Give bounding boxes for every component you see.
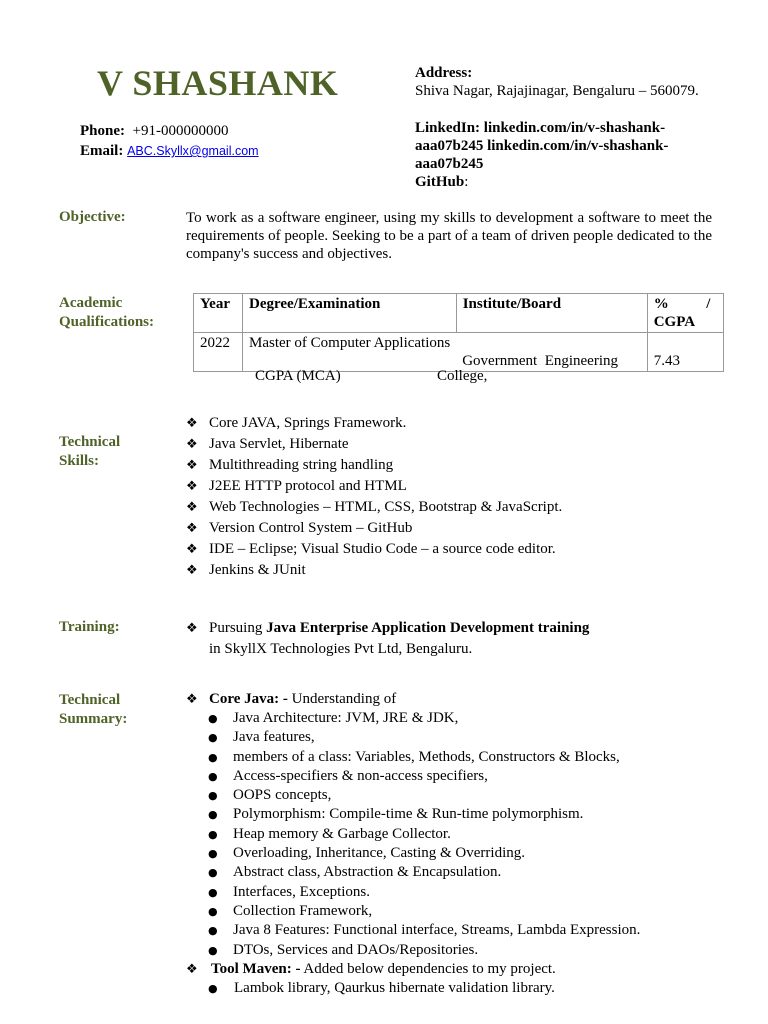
list-item: [186, 434, 562, 455]
list-item: [186, 748, 640, 767]
round-bullet-icon: ●: [208, 827, 218, 841]
objective-text: To work as a software engineer, using my skills to development a software to meet the requirements of people. Seeking to be a part of a team of driven people dedicated to the company's success and objectives.: [186, 210, 712, 262]
round-bullet-icon: ●: [208, 808, 218, 822]
maven-tail: Added below dependencies to my project.: [300, 960, 556, 977]
round-bullet-icon: ●: [208, 981, 218, 995]
diamond-bullet-icon: ❖: [186, 563, 198, 578]
linkedin-link[interactable]: LinkedIn: linkedin.com/in/v-shashank-aaa07b245 linkedin.com/in/v-shashank-aaa07b245: [415, 120, 669, 172]
diamond-bullet-icon: ❖: [186, 479, 198, 494]
header-percent-line1: % /: [653, 296, 711, 312]
cell-degree: Master of Computer Applications: [243, 333, 457, 372]
training-list: [186, 618, 589, 660]
round-bullet-icon: ●: [208, 885, 218, 899]
diamond-bullet-icon: ❖: [186, 621, 198, 636]
skill-text: J2EE HTTP protocol and HTML: [209, 478, 407, 494]
objective-heading: Objective:: [59, 209, 126, 225]
skill-text: Web Technologies – HTML, CSS, Bootstrap & JavaScript.: [209, 499, 563, 515]
header-degree: Degree/Examination: [243, 294, 457, 333]
round-bullet-icon: ●: [208, 924, 218, 938]
diamond-bullet-icon: ❖: [186, 437, 198, 452]
email-line: [80, 141, 259, 161]
phone-label: Phone:: [80, 123, 125, 139]
technical-summary-block: [186, 690, 640, 998]
summary-item-text: members of a class: Variables, Methods, Constructors & Blocks,: [233, 748, 620, 765]
training-title: Java Enterprise Application Development training: [266, 620, 590, 636]
address-label: Address:: [415, 65, 473, 81]
summary-item-text: Abstract class, Abstraction & Encapsulation.: [233, 864, 502, 881]
round-bullet-icon: ●: [208, 712, 218, 725]
round-bullet-icon: ●: [208, 789, 218, 803]
core-java-list: [186, 709, 640, 960]
institute-overflow-text: College,: [437, 368, 488, 384]
skill-text: Version Control System – GitHub: [209, 520, 413, 536]
skill-text: Java Servlet, Hibernate: [209, 436, 349, 452]
list-item: [186, 618, 589, 660]
academic-heading: [59, 294, 154, 332]
cell-institute: Government Engineering: [456, 333, 647, 372]
diamond-bullet-icon: ❖: [186, 416, 198, 431]
list-item: [186, 709, 640, 728]
contact-block: [80, 121, 259, 161]
technical-summary-heading-line2: Summary:: [59, 711, 128, 727]
summary-item-text: Overloading, Inheritance, Casting & Overriding.: [233, 845, 526, 862]
diamond-bullet-icon: ❖: [186, 961, 198, 977]
summary-item-text: Collection Framework,: [233, 902, 373, 919]
academic-heading-line2: Qualifications:: [59, 314, 155, 330]
header-year: Year: [194, 294, 243, 333]
summary-item-text: DTOs, Services and DAOs/Repositories.: [233, 941, 479, 958]
list-item: [186, 413, 562, 434]
round-bullet-icon: ●: [208, 769, 218, 783]
core-java-heading: [186, 690, 640, 709]
skill-text: Jenkins & JUnit: [209, 562, 306, 578]
cell-percent: 7.43: [647, 333, 723, 372]
links-block: [415, 119, 715, 191]
email-link[interactable]: ABC.Skyllx@gmail.com: [127, 144, 259, 158]
list-item: [186, 728, 640, 747]
training-heading: Training:: [59, 619, 120, 635]
diamond-bullet-icon: ❖: [186, 521, 198, 536]
summary-item-text: Polymorphism: Compile-time & Run-time polymorphism.: [233, 806, 584, 823]
technical-skills-heading-line2: Skills:: [59, 453, 100, 469]
list-item: [186, 979, 640, 998]
list-item: [186, 805, 640, 824]
academic-heading-line1: Academic: [59, 295, 123, 311]
skill-text: Core JAVA, Springs Framework.: [209, 415, 407, 431]
list-item: [186, 863, 640, 882]
summary-item-text: Java Architecture: JVM, JRE & JDK,: [233, 710, 459, 726]
round-bullet-icon: ●: [208, 847, 218, 861]
summary-item-text: OOPS concepts,: [233, 787, 332, 804]
diamond-bullet-icon: ❖: [186, 542, 198, 557]
email-label: Email:: [80, 143, 124, 159]
degree-overflow-text: CGPA (MCA): [255, 368, 341, 384]
summary-item-text: Access-specifiers & non-access specifiers,: [233, 767, 488, 784]
list-item: [186, 455, 562, 476]
cell-year: 2022: [194, 333, 243, 372]
github-label: GitHub: [415, 174, 465, 190]
header-institute: Institute/Board: [456, 294, 647, 333]
header-percent: [647, 294, 723, 333]
list-item: [186, 921, 640, 940]
skill-text: Multithreading string handling: [209, 457, 394, 473]
maven-list: [186, 979, 640, 998]
github-colon: :: [464, 174, 469, 190]
summary-item-text: Interfaces, Exceptions.: [233, 883, 371, 900]
summary-item-text: Java 8 Features: Functional interface, Streams, Lambda Expression.: [233, 922, 641, 939]
list-item: [186, 767, 640, 786]
diamond-bullet-icon: ❖: [186, 458, 198, 473]
training-prefix: Pursuing: [209, 620, 267, 636]
skill-text: IDE – Eclipse; Visual Studio Code – a source code editor.: [209, 541, 556, 557]
list-item: [186, 539, 562, 560]
diamond-bullet-icon: ❖: [186, 692, 198, 707]
summary-item-text: Heap memory & Garbage Collector.: [233, 825, 451, 842]
round-bullet-icon: ●: [208, 904, 218, 918]
table-header-row: [194, 294, 724, 333]
list-item: [186, 786, 640, 805]
table-row: [194, 333, 724, 372]
address-value: Shiva Nagar, Rajajinagar, Bengaluru – 560079.: [415, 83, 699, 99]
round-bullet-icon: ●: [208, 866, 218, 880]
training-line2: in SkyllX Technologies Pvt Ltd, Bengaluru.: [209, 641, 473, 657]
technical-summary-heading: [59, 691, 127, 729]
core-java-tail: Understanding of: [287, 691, 397, 707]
round-bullet-icon: ●: [208, 731, 218, 745]
list-item: [186, 497, 562, 518]
list-item: [186, 518, 562, 539]
technical-skills-heading: [59, 433, 120, 471]
list-item: [186, 902, 640, 921]
github-line: [415, 173, 715, 191]
candidate-name: V SHASHANK: [97, 63, 339, 103]
technical-summary-heading-line1: Technical: [59, 692, 121, 708]
list-item: [186, 883, 640, 902]
list-item: [186, 825, 640, 844]
diamond-bullet-icon: ❖: [186, 500, 198, 515]
list-item: [186, 476, 562, 497]
list-item: [186, 560, 562, 581]
round-bullet-icon: ●: [208, 750, 218, 764]
core-java-label: Core Java: -: [209, 691, 288, 707]
address-block: [415, 64, 745, 100]
maven-label: Tool Maven: -: [211, 960, 301, 977]
list-item: [186, 941, 640, 960]
maven-heading: [186, 960, 640, 979]
technical-skills-heading-line1: Technical: [59, 434, 121, 450]
phone-line: [80, 121, 259, 141]
header-percent-line2: CGPA: [653, 314, 696, 330]
round-bullet-icon: ●: [208, 943, 218, 957]
summary-item-text: Java features,: [233, 729, 315, 746]
phone-value: +91-000000000: [132, 123, 229, 139]
list-item: [186, 844, 640, 863]
qualifications-table: [193, 293, 724, 372]
summary-item-text: Lambok library, Qaurkus hibernate validation library.: [234, 979, 555, 996]
skills-list: [186, 413, 562, 581]
